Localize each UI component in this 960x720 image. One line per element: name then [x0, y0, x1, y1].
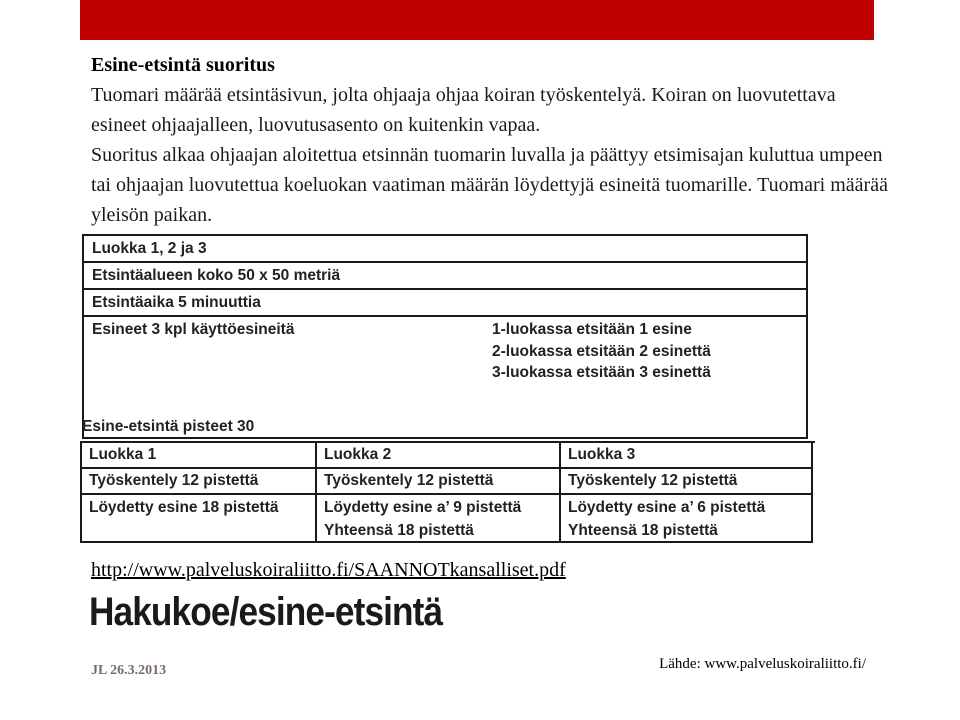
intro-heading: Esine-etsintä suoritus: [91, 54, 275, 76]
list-item: 1-luokassa etsitään 1 esine: [492, 321, 692, 338]
cell-line: Yhteensä 18 pistettä: [324, 522, 474, 539]
table-cell: Luokka 3: [561, 443, 813, 469]
table-cell: [317, 495, 561, 543]
cell-line: Yhteensä 18 pistettä: [568, 522, 718, 539]
cell-line: Löydetty esine a’ 9 pistettä: [324, 499, 522, 516]
table1-row: Luokka 1, 2 ja 3: [82, 234, 808, 263]
class-rules-table: [82, 234, 808, 439]
table-cell: Työskentely 12 pistettä: [561, 469, 813, 495]
footer-date: JL 26.3.2013: [91, 663, 167, 678]
items-per-class-list: [492, 317, 711, 384]
points-grid: [80, 441, 815, 543]
table-cell: [561, 495, 813, 543]
list-item: 2-luokassa etsitään 2 esinettä: [492, 342, 711, 360]
intro-paragraph-1: Tuomari määrää etsintäsivun, jolta ohjaaja ohjaa koiran työskentelyä. Koiran on luovutettava esineet ohjaajalleen, luovutusasento on kuitenkin vapaa.: [91, 84, 836, 136]
cell-line: Löydetty esine a’ 6 pistettä: [568, 499, 766, 516]
intro-text: [91, 50, 891, 230]
table1-row: Etsintäaika 5 minuuttia: [82, 290, 808, 317]
table1-row: Etsintäalueen koko 50 x 50 metriä: [82, 263, 808, 290]
footer-source: Lähde: www.palveluskoiraliitto.fi/: [659, 656, 866, 672]
table-cell: Luokka 1: [82, 443, 317, 469]
source-link[interactable]: http://www.palveluskoiraliitto.fi/SAANNOTkansalliset.pdf: [91, 559, 566, 581]
items-label: Esineet 3 kpl käyttöesineitä: [92, 321, 295, 338]
table-cell: Työskentely 12 pistettä: [82, 469, 317, 495]
intro-paragraph-2: Suoritus alkaa ohjaajan aloitettua etsinnän tuomarin luvalla ja päättyy etsimisajan kuluttua umpeen tai ohjaajan luovutettua koeluokan vaatiman määrän löydettyjä esineitä tuomarille. Tuomari määrää yleisön paikan.: [91, 144, 888, 226]
table-cell: [82, 495, 317, 543]
table-cell: Työskentely 12 pistettä: [317, 469, 561, 495]
table-cell: Luokka 2: [317, 443, 561, 469]
slide-title: Hakukoe/esine-etsintä: [89, 590, 443, 634]
points-table-title: Esine-etsintä pisteet 30: [82, 418, 255, 435]
cell-line: Löydetty esine 18 pistettä: [89, 499, 279, 516]
list-item: 3-luokassa etsitään 3 esinettä: [492, 364, 711, 381]
points-table: [80, 415, 815, 543]
top-accent-bar: [80, 0, 874, 40]
